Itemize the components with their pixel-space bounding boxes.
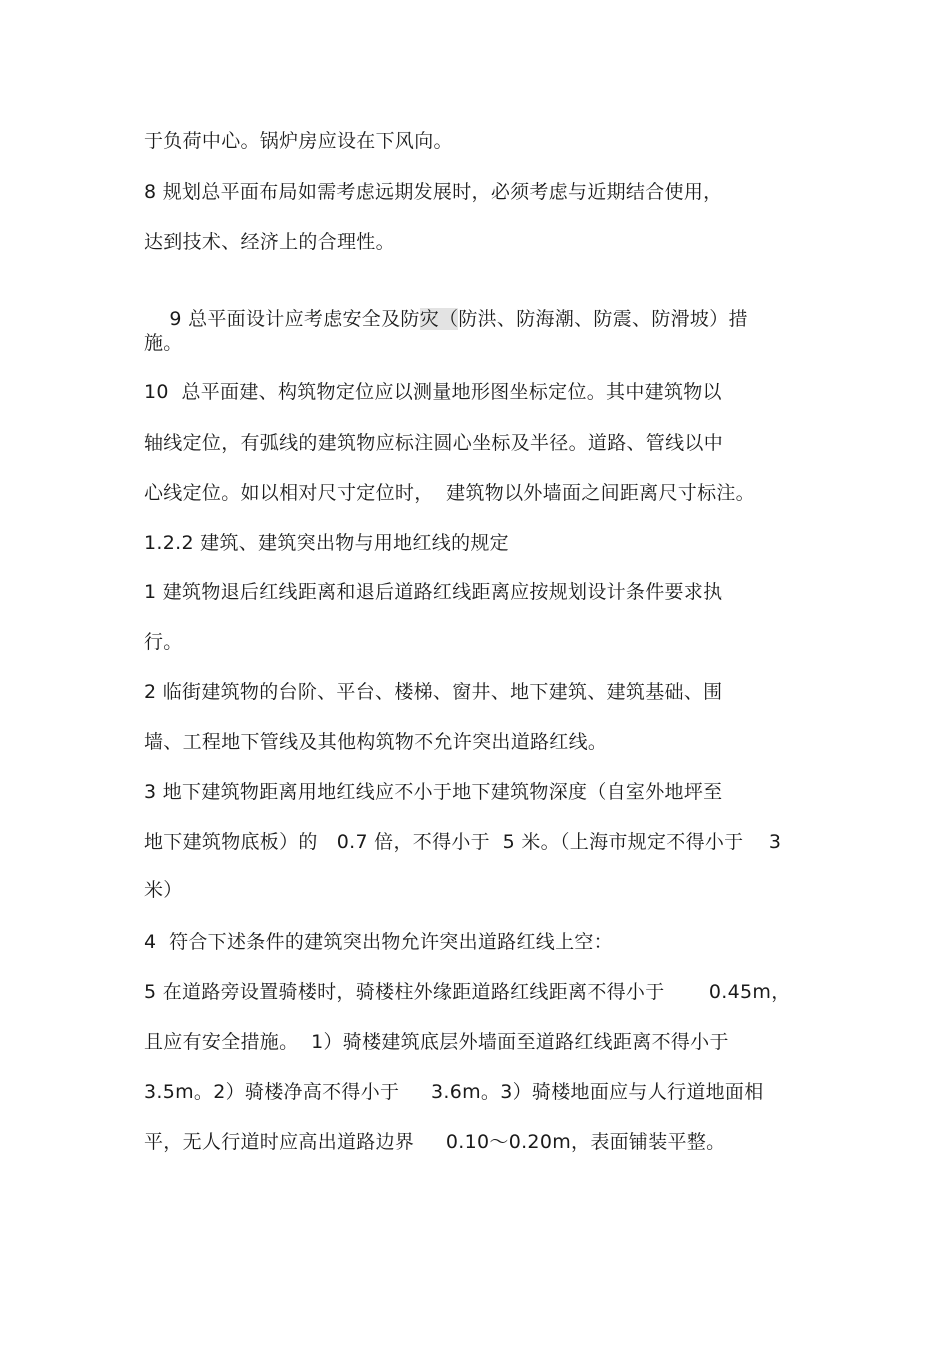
text-line: 墙、工程地下管线及其他构筑物不允许突出道路红线。 bbox=[144, 731, 608, 753]
text-line: 米） bbox=[144, 879, 183, 901]
text-line: 地下建筑物底板）的 0.7 倍，不得小于 5 米。（上海市规定不得小于 3 bbox=[144, 831, 782, 853]
text-line: 施。 bbox=[144, 332, 183, 354]
text-line: 1 建筑物退后红线距离和退后道路红线距离应按规划设计条件要求执 bbox=[144, 581, 723, 603]
section-heading: 1.2.2 建筑、建筑突出物与用地红线的规定 bbox=[144, 532, 509, 554]
text-line: 且应有安全措施。 1）骑楼建筑底层外墙面至道路红线距离不得小于 bbox=[144, 1031, 729, 1053]
text-line: 3.5m。2）骑楼净高不得小于 3.6m。3）骑楼地面应与人行道地面相 bbox=[144, 1081, 764, 1103]
text-line: 达到技术、经济上的合理性。 bbox=[144, 231, 395, 253]
text-line: 平，无人行道时应高出道路边界 0.10～0.20m，表面铺装平整。 bbox=[144, 1131, 726, 1153]
text-line bbox=[144, 280, 748, 358]
text-segment: 9 总平面设计应考虑安全及防 bbox=[169, 308, 420, 330]
text-line: 3 地下建筑物距离用地红线应不小于地下建筑物深度（自室外地坪至 bbox=[144, 781, 723, 803]
text-line: 8 规划总平面布局如需考虑远期发展时，必须考虑与近期结合使用， bbox=[144, 181, 723, 203]
text-line: 于负荷中心。锅炉房应设在下风向。 bbox=[144, 130, 453, 152]
text-line: 10 总平面建、构筑物定位应以测量地形图坐标定位。其中建筑物以 bbox=[144, 381, 722, 403]
text-segment: 防洪、防海潮、防震、防滑坡）措 bbox=[458, 308, 748, 330]
text-line: 4 符合下述条件的建筑突出物允许突出道路红线上空： bbox=[144, 931, 613, 953]
highlighted-text: 灾（ bbox=[419, 308, 459, 330]
text-line: 2 临街建筑物的台阶、平台、楼梯、窗井、地下建筑、建筑基础、围 bbox=[144, 681, 723, 703]
text-line: 轴线定位，有弧线的建筑物应标注圆心坐标及半径。道路、管线以中 bbox=[144, 432, 724, 454]
text-line: 5 在道路旁设置骑楼时，骑楼柱外缘距道路红线距离不得小于 0.45m， bbox=[144, 981, 791, 1003]
text-line: 心线定位。如以相对尺寸定位时， 建筑物以外墙面之间距离尺寸标注。 bbox=[144, 482, 755, 504]
text-line: 行。 bbox=[144, 631, 183, 653]
